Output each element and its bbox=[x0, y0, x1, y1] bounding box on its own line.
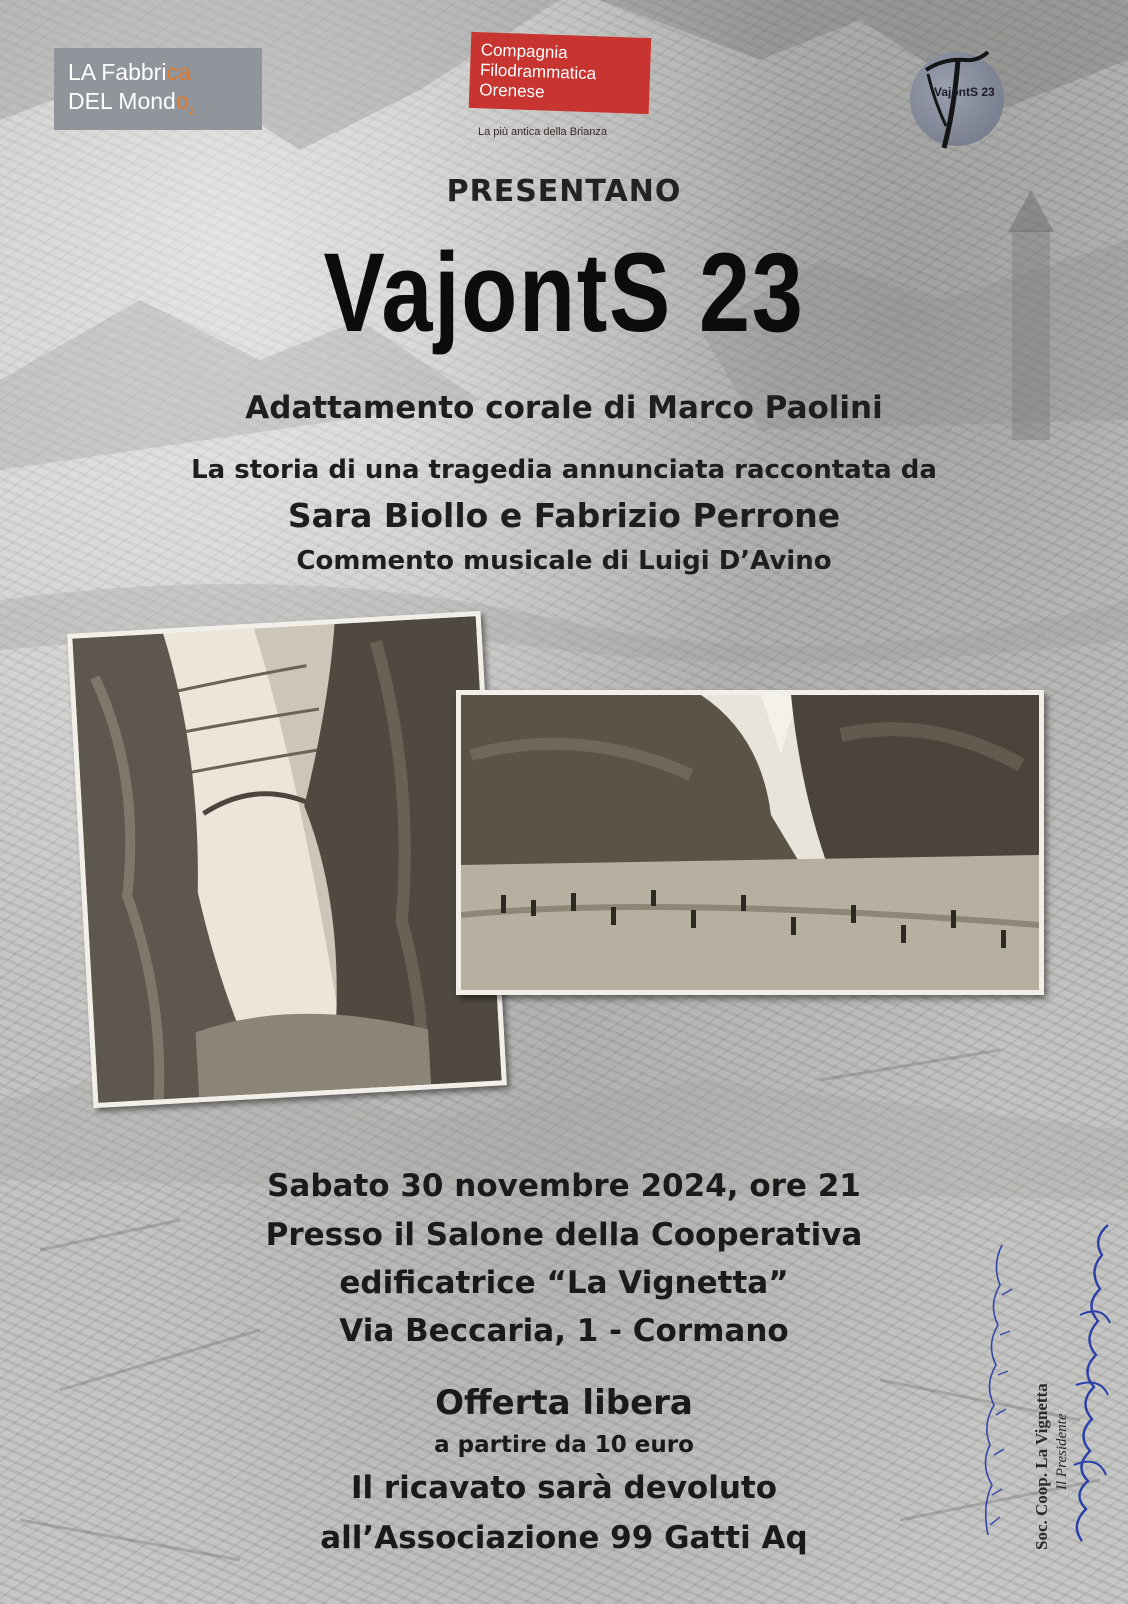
valley-photo bbox=[456, 690, 1044, 995]
event-date-time: Sabato 30 novembre 2024, ore 21 bbox=[267, 1168, 861, 1204]
valley-photo-image bbox=[461, 695, 1039, 990]
fabbrica-del-mondo-logo bbox=[54, 48, 262, 130]
story-line: La storia di una tragedia annunciata raccontata da bbox=[191, 455, 937, 485]
stamp-line-1: Soc. Coop. La Vignetta bbox=[1032, 1383, 1051, 1550]
fabbrica-logo-accent: o bbox=[175, 88, 189, 114]
music-credit: Commento musicale di Luigi D’Avino bbox=[296, 546, 832, 576]
adaptation-credit: Adattamento corale di Marco Paolini bbox=[245, 390, 883, 426]
dam-photo-image bbox=[72, 616, 501, 1103]
fabbrica-logo-subscript: 2 bbox=[188, 105, 195, 118]
fabbrica-logo-line1 bbox=[68, 58, 248, 87]
performers: Sara Biollo e Fabrizio Perrone bbox=[287, 496, 841, 535]
handwritten-signature bbox=[978, 1205, 1118, 1545]
venue-line-1: Presso il Salone della Cooperativa bbox=[265, 1217, 863, 1253]
compagnia-logo-line: Filodrammatica bbox=[479, 60, 597, 84]
compagnia-tagline: La più antica della Brianza bbox=[478, 126, 608, 138]
compagnia-logo-line: Compagnia bbox=[480, 40, 568, 63]
offer-title: Offerta libera bbox=[435, 1383, 693, 1423]
compagnia-filodrammatica-logo bbox=[469, 32, 652, 114]
fabbrica-logo-text: DEL Mond bbox=[68, 88, 176, 114]
fabbrica-logo-text: LA Fabbri bbox=[68, 59, 167, 85]
show-title: VajontS 23 bbox=[323, 230, 805, 355]
compagnia-logo-line: Orenese bbox=[479, 80, 545, 102]
vajonts-logo bbox=[910, 52, 1004, 146]
venue-address: Via Beccaria, 1 - Cormano bbox=[339, 1313, 789, 1349]
fabbrica-logo-line2 bbox=[68, 87, 248, 127]
dam-photo bbox=[67, 611, 507, 1108]
presenting-heading: PRESENTANO bbox=[446, 174, 682, 209]
vajonts-logo-label: VajontS 23 bbox=[934, 85, 995, 99]
venue-line-2: edificatrice “La Vignetta” bbox=[339, 1265, 789, 1301]
fabbrica-logo-accent: ca bbox=[166, 59, 191, 85]
stamp-line-2: Il Presidente bbox=[1054, 1413, 1070, 1490]
proceeds-line-1: Il ricavato sarà devoluto bbox=[350, 1470, 778, 1506]
proceeds-line-2: all’Associazione 99 Gatti Aq bbox=[320, 1520, 808, 1556]
offer-minimum: a partire da 10 euro bbox=[434, 1432, 694, 1458]
